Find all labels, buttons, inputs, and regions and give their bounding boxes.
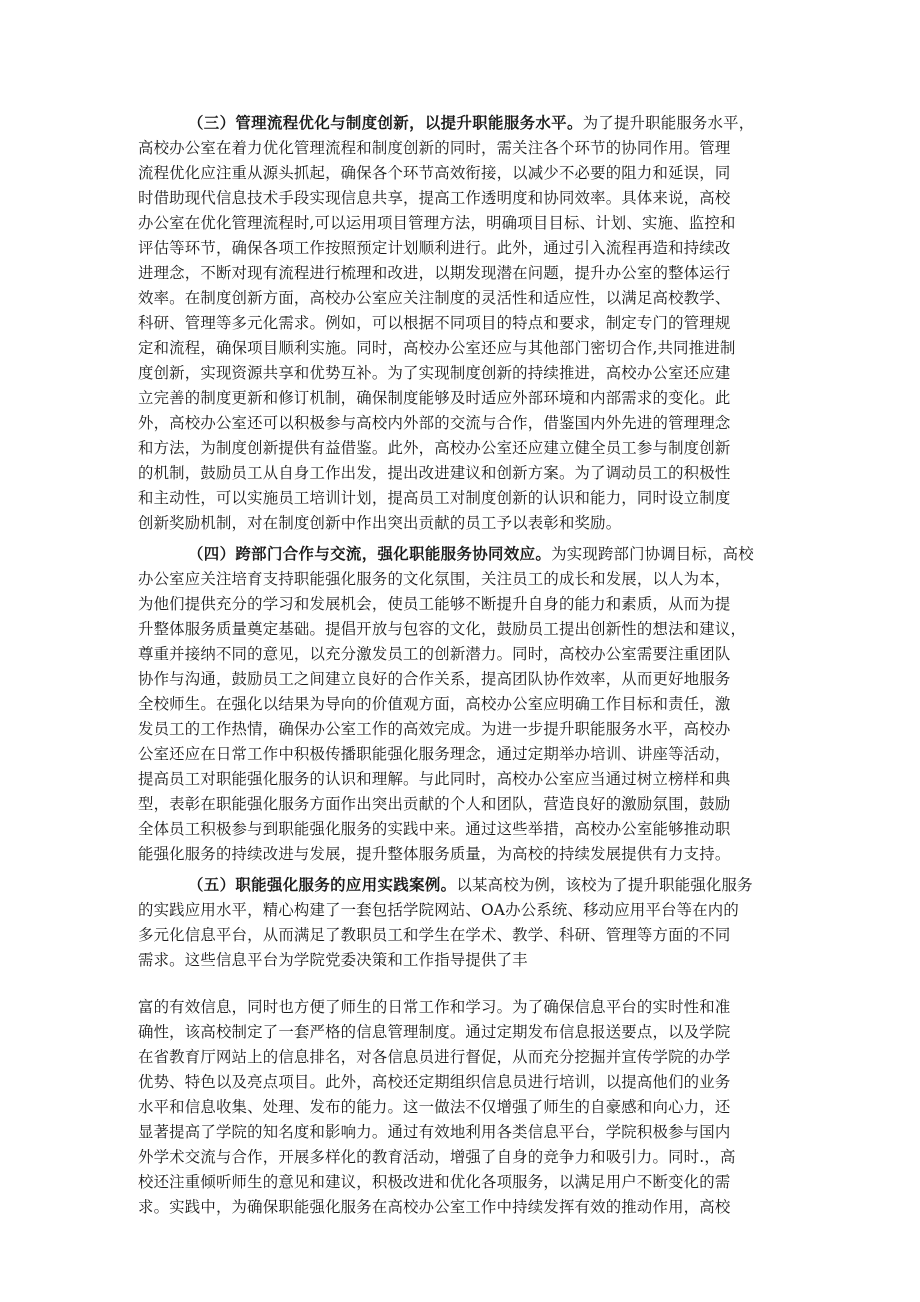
text-line: 公室还应在日常工作中积极传播职能强化服务理念，通过定期举办培训、讲座等活动， <box>138 745 731 763</box>
text-line: 科研、管理等多元化需求。例如，可以根据不同项目的特点和要求，制定专门的管理规 <box>138 314 731 332</box>
text-line: 办公室应关注培育支持职能强化服务的文化氛围，关注员工的成长和发展，以人为本， <box>138 570 731 588</box>
text-line: 高校办公室在着力优化管理流程和制度创新的同时，需关注各个环节的协同作用。管理 <box>138 139 731 157</box>
text-line: 在省教育厅网站上的信息排名，对各信息员进行督促，从而充分挖掘并宣传学院的办学 <box>138 1048 731 1066</box>
text-line: 定和流程，确保项目顺利实施。同时，高校办公室还应与其他部门密切合作,共同推进制 <box>138 339 736 357</box>
text-line: 度创新，实现资源共享和优势互补。为了实现制度创新的持续推进，高校办公室还应建 <box>138 364 731 382</box>
section-4-text: 为实现跨部门协调目标，高校 <box>551 545 754 563</box>
text-line: 需求。这些信息平台为学院党委决策和工作指导提供了丰 <box>138 951 528 969</box>
text-line: 显著提高了学院的知名度和影响力。通过有效地利用各类信息平台，学院积极参与国内 <box>138 1123 731 1141</box>
text-line: 和方法，为制度创新提供有益借鉴。此外，高校办公室还应建立健全员工参与制度创新 <box>138 439 731 457</box>
text-line: 效率。在制度创新方面，高校办公室应关注制度的灵活性和适应性，以满足高校教学、 <box>138 289 731 307</box>
section-3-first-line <box>188 111 754 135</box>
text-line: 确性，该高校制定了一套严格的信息管理制度。通过定期发布信息报送要点，以及学院 <box>138 1023 731 1041</box>
text-line: 外学术交流与合作，开展多样化的教育活动，增强了自身的竞争力和吸引力。同时.，高 <box>138 1148 736 1166</box>
text-line: 全体员工积极参与到职能强化服务的实践中来。通过这些举措，高校办公室能够推动职 <box>138 820 731 838</box>
text-line: 水平和信息收集、处理、发布的能力。这一做法不仅增强了师生的自豪感和向心力，还 <box>138 1098 731 1116</box>
section-4-heading: （四）跨部门合作与交流，强化职能服务协同效应。 <box>188 545 552 563</box>
text-line: 外，高校办公室还可以积极参与高校内外部的交流与合作，借鉴国内外先进的管理理念 <box>138 414 731 432</box>
text-line: 优势、特色以及亮点项目。此外，高校还定期组织信息员进行培训，以提高他们的业务 <box>138 1073 731 1091</box>
text-line: 多元化信息平台，从而满足了教职员工和学生在学术、教学、科研、管理等方面的不同 <box>138 926 731 944</box>
text-line: 全校师生。在强化以结果为导向的价值观方面，高校办公室应明确工作目标和责任，激 <box>138 695 731 713</box>
text-line: 和主动性，可以实施员工培训计划，提高员工对制度创新的认识和能力，同时设立制度 <box>138 489 731 507</box>
text-line: 富的有效信息，同时也方便了师生的日常工作和学习。为了确保信息平台的实时性和准 <box>138 998 731 1016</box>
section-5-heading: （五）职能强化服务的应用实践案例。 <box>188 876 457 894</box>
text-line: 评估等环节，确保各项工作按照预定计划顺利进行。此外，通过引入流程再造和持续改 <box>138 239 731 257</box>
text-line: 立完善的制度更新和修订机制，确保制度能够及时适应外部环境和内部需求的变化。此 <box>138 389 731 407</box>
text-line: 的机制，鼓励员工从自身工作出发，提出改进建议和创新方案。为了调动员工的积极性 <box>138 464 731 482</box>
section-3-text: 为了提升职能服务水平， <box>582 114 755 132</box>
text-line: 校还注重倾听师生的意见和建议，积极改进和优化各项服务，以满足用户不断变化的需 <box>138 1173 731 1191</box>
text-line: 升整体服务质量奠定基础。提倡开放与包容的文化，鼓励员工提出创新性的想法和建议， <box>138 620 747 638</box>
section-3-heading: （三）管理流程优化与制度创新，以提升职能服务水平。 <box>188 114 583 132</box>
section-4-first-line <box>188 542 754 566</box>
text-line: 协作与沟通，鼓励员工之间建立良好的合作关系，提高团队协作效率，从而更好地服务 <box>138 670 731 688</box>
text-line: 发员工的工作热情，确保办公室工作的高效完成。为进一步提升职能服务水平，高校办 <box>138 720 731 738</box>
section-5-text: 以某高校为例，该校为了提升职能强化服务 <box>456 876 753 894</box>
text-line: 时借助现代信息技术手段实现信息共享，提高工作透明度和协同效率。具体来说，高校 <box>138 189 731 207</box>
text-line: 流程优化应注重从源头抓起，确保各个环节高效衔接，以减少不必要的阻力和延误，同 <box>138 164 731 182</box>
text-line: 能强化服务的持续改进与发展，提升整体服务质量，为高校的持续发展提供有力支持。 <box>138 845 731 863</box>
text-line: 尊重并接纳不同的意见，以充分激发员工的创新潜力。同时，高校办公室需要注重团队 <box>138 645 731 663</box>
text-line: 型，表彰在职能强化服务方面作出突出贡献的个人和团队，营造良好的激励氛围，鼓励 <box>138 795 731 813</box>
text-line: 办公室在优化管理流程时,可以运用项目管理方法，明确项目目标、计划、实施、监控和 <box>138 214 736 232</box>
text-line: 求。实践中，为确保职能强化服务在高校办公室工作中持续发挥有效的推动作用，高校 <box>138 1198 731 1216</box>
text-line: 进理念，不断对现有流程进行梳理和改进，以期发现潜在问题，提升办公室的整体运行 <box>138 264 731 282</box>
text-line: 创新奖励机制，对在制度创新中作出突出贡献的员工予以表彰和奖励。 <box>138 514 622 532</box>
text-line: 的实践应用水平，精心构建了一套包括学院网站、OA办公系统、移动应用平台等在内的 <box>138 901 739 919</box>
section-5-first-line <box>188 873 753 897</box>
text-line: 提高员工对职能强化服务的认识和理解。与此同时，高校办公室应当通过树立榜样和典 <box>138 770 731 788</box>
text-line: 为他们提供充分的学习和发展机会，使员工能够不断提升自身的能力和素质，从而为提 <box>138 595 731 613</box>
